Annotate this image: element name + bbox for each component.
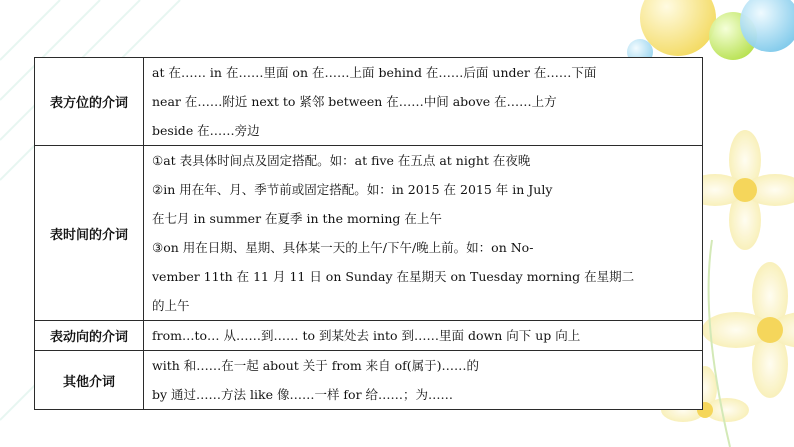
content-line: ①at 表具体时间点及固定搭配。如：at five 在五点 at night 在夜晚 [152,153,531,168]
content-cell [144,351,703,410]
content-line: with 和……在一起 about 关于 from 来自 of(属于)……的 [152,358,480,373]
content-line: from…to… 从……到…… to 到某处去 into 到……里面 down 向下 up 向上 [152,328,581,343]
category-cell: 其他介词 [35,351,144,410]
content-line: beside 在……旁边 [152,123,260,138]
content-cell [144,321,703,351]
table-row [35,351,703,410]
table-row [35,146,703,321]
content-line: 的上午 [152,298,190,313]
content-line: near 在……附近 next to 紧邻 between 在……中间 above 在……上方 [152,94,557,109]
content-cell [144,58,703,146]
category-cell: 表方位的介词 [35,58,144,146]
content-line: at 在…… in 在……里面 on 在……上面 behind 在……后面 under 在……下面 [152,65,597,80]
table-row [35,58,703,146]
content-line: vember 11th 在 11 月 11 日 on Sunday 在星期天 on Tuesday morning 在星期二 [152,269,635,284]
category-cell: 表动向的介词 [35,321,144,351]
content-line: 在七月 in summer 在夏季 in the morning 在上午 [152,211,442,226]
preposition-table [34,57,703,410]
category-cell: 表时间的介词 [35,146,144,321]
bubble-icon [627,0,794,65]
content-line: ②in 用在年、月、季节前或固定搭配。如：in 2015 在 2015 年 in July [152,182,553,197]
content-line: ③on 用在日期、星期、具体某一天的上午/下午/晚上前。如：on No- [152,240,534,255]
content-cell [144,146,703,321]
table-row [35,321,703,351]
content-line: by 通过……方法 like 像……一样 for 给……；为…… [152,387,454,402]
